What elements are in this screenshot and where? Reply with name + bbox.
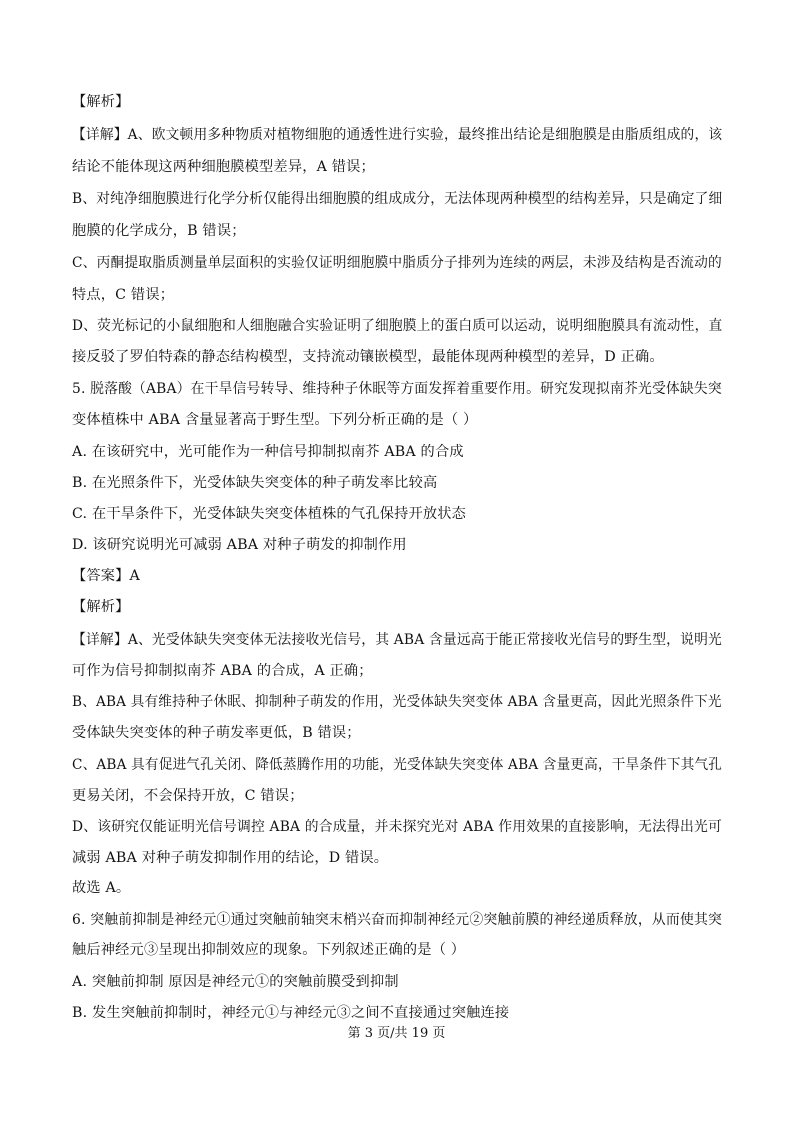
explanation-line: 特点，C 错误； <box>72 287 175 303</box>
explanation-line: D、荧光标记的小鼠细胞和人细胞融合实验证明了细胞膜上的蛋白质可以运动，说明细胞膜具有流动性，直 <box>72 318 723 334</box>
explanation-line: D、该研究仅能证明光信号调控 ABA 的合成量，并未探究光对 ABA 作用效果的直接影响，无法得出光可 <box>72 819 722 835</box>
explanation-line: 更易关闭，不会保持开放，C 错误； <box>72 788 304 804</box>
page-number-footer: 第 3 页/共 19 页 <box>347 1026 446 1041</box>
question-6-option-b: B. 发生突触前抑制时，神经元①与神经元③之间不直接通过突触连接 <box>72 1005 510 1021</box>
analysis-heading-1: 【解析】 <box>72 94 130 110</box>
explanation-line: 减弱 ABA 对种子萌发抑制作用的结论，D 错误。 <box>72 850 389 866</box>
explanation-line: C、ABA 具有促进气孔关闭、降低蒸腾作用的功能，光受体缺失突变体 ABA 含量更高，干旱条件下其气孔 <box>72 757 723 773</box>
question-5-stem: 5. 脱落酸（ABA）在干旱信号转导、维持种子休眠等方面发挥着重要作用。研究发现拟南芥光受体缺失突 <box>72 381 722 397</box>
question-5-option-b: B. 在光照条件下，光受体缺失突变体的种子萌发率比较高 <box>72 475 438 491</box>
question-5-option-a: A. 在该研究中，光可能作为一种信号抑制拟南芥 ABA 的合成 <box>72 444 464 460</box>
explanation-line: B、ABA 具有维持种子休眠、抑制种子萌发的作用，光受体缺失突变体 ABA 含量更高，因此光照条件下光 <box>72 694 722 710</box>
question-5-stem: 变体植株中 ABA 含量显著高于野生型。下列分析正确的是（ ） <box>72 412 478 428</box>
explanation-line: 受体缺失突变体的种子萌发率更低，B 错误； <box>72 725 361 741</box>
question-6-stem: 6. 突触前抑制是神经元①通过突触前轴突末梢兴奋而抑制神经元②突触前膜的神经递质释放，从而使其突 <box>72 912 723 928</box>
question-5-option-c: C. 在干旱条件下，光受体缺失突变体植株的气孔保持开放状态 <box>72 506 467 522</box>
explanation-line: 【详解】A、欧文顿用多种物质对植物细胞的通透性进行实验，最终推出结论是细胞膜是由脂质组成的，该 <box>72 127 723 143</box>
explanation-line: 可作为信号抑制拟南芥 ABA 的合成，A 正确； <box>72 663 373 679</box>
explanation-line: 接反驳了罗伯特森的静态结构模型，支持流动镶嵌模型，最能体现两种模型的差异，D 正确。 <box>72 349 664 365</box>
analysis-heading-2: 【解析】 <box>72 599 130 615</box>
explanation-line: B、对纯净细胞膜进行化学分析仅能得出细胞膜的组成成分，无法体现两种模型的结构差异，只是确定了细 <box>72 191 723 207</box>
conclusion-line: 故选 A。 <box>72 880 131 896</box>
explanation-line: 结论不能体现这两种细胞膜模型差异，A 错误； <box>72 159 375 175</box>
explanation-line: 【详解】A、光受体缺失突变体无法接收光信号，其 ABA 含量远高于能正常接收光信号的野生型，说明光 <box>72 632 723 648</box>
question-5-option-d: D. 该研究说明光可减弱 ABA 对种子萌发的抑制作用 <box>72 537 407 553</box>
explanation-line: C、丙酮提取脂质测量单层面积的实验仅证明细胞膜中脂质分子排列为连续的两层，未涉及结构是否流动的 <box>72 255 722 271</box>
question-6-stem: 触后神经元③呈现出抑制效应的现象。下列叙述正确的是（ ） <box>72 942 466 958</box>
explanation-line: 胞膜的化学成分，B 错误； <box>72 223 246 239</box>
question-6-option-a: A. 突触前抑制 原因是神经元①的突触前膜受到抑制 <box>72 974 399 990</box>
answer-line: 【答案】A <box>72 568 140 584</box>
